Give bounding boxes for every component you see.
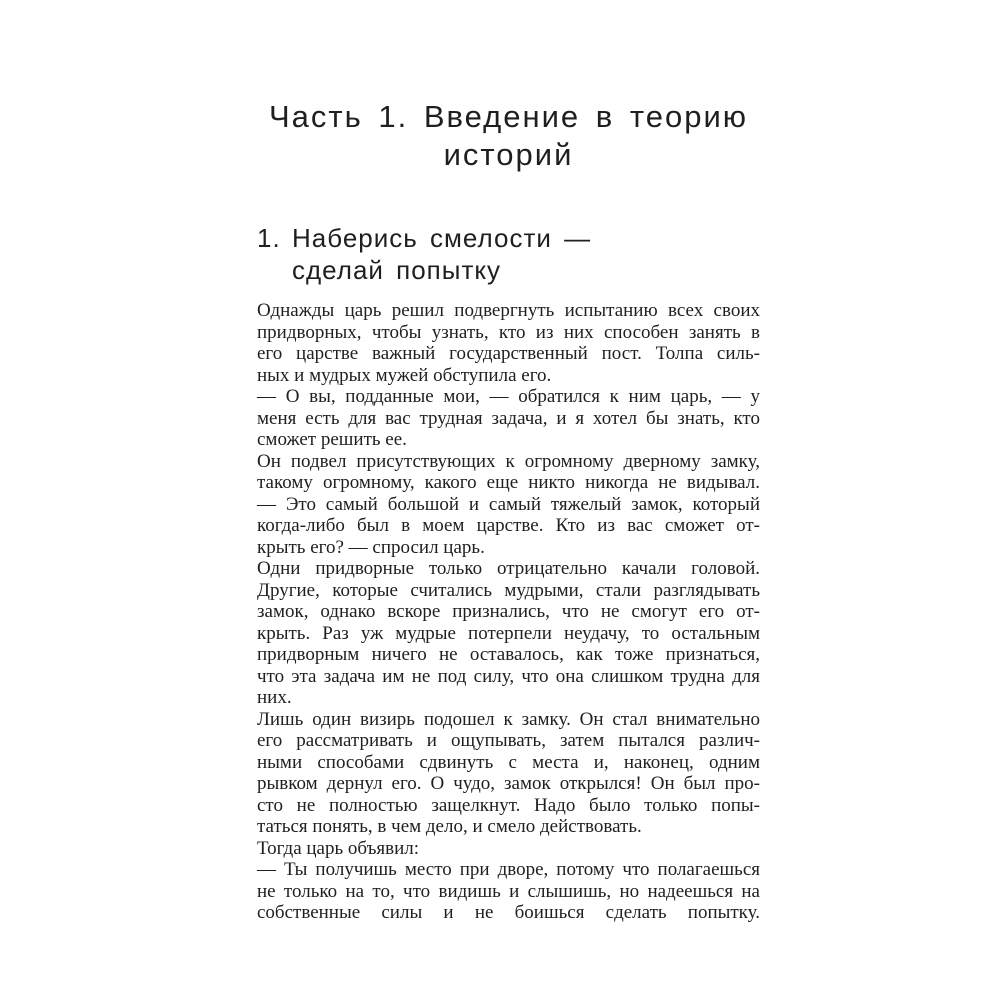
chapter-title-line-2: историй (443, 137, 574, 172)
body-line: Другие, которые считались мудрыми, стали разглядывать (257, 579, 760, 601)
body-line: ными способами сдвинуть с места и, наконец, одним (257, 751, 760, 773)
body-line: Одни придворные только отрицательно качали головой. (257, 558, 760, 579)
body-line: Он подвел присутствующих к огромному дверному замку, (257, 450, 760, 472)
body-line: — О вы, подданные мои, — обратился к ним царь, — у (257, 386, 760, 407)
body-line: сможет решить ее. (257, 429, 407, 450)
body-line: придворных, чтобы узнать, кто из них способен занять в (257, 321, 760, 343)
section-heading-line-2: сделай попытку (292, 255, 502, 285)
body-line: крыть. Раз уж мудрые потерпели неудачу, то остальным (257, 622, 760, 644)
section-number: 1. (257, 223, 281, 253)
body-line: рывком дернул его. О чудо, замок открылся! Он был про- (257, 773, 760, 794)
body-line: Тогда царь объявил: (257, 837, 420, 859)
body-line: придворным ничего не оставалось, как тоже признаться, (257, 644, 760, 665)
body-line: его рассматривать и ощупывать, затем пытался различ- (257, 730, 760, 751)
body-line: — Ты получишь место при дворе, потому что полагаешься (257, 859, 760, 880)
chapter-title-line-1: Часть 1. Введение в теорию (268, 99, 749, 134)
body-line: собственные силы и не боишься сделать попытку. (257, 902, 760, 923)
body-line: Лишь один визирь подошел к замку. Он стал внимательно (257, 708, 760, 730)
section-heading-text (292, 222, 591, 286)
section-heading (257, 222, 760, 286)
section-heading-line-1: Наберись смелости — (292, 223, 592, 253)
body-line: них. (257, 687, 292, 708)
body-line: сто не полностью защелкнут. Надо было только попы- (257, 794, 760, 816)
body-line: не только на то, что видишь и слышишь, но надеешься на (257, 880, 760, 902)
body-line: его царстве важный государственный пост. Толпа силь- (257, 343, 760, 364)
body-line: Однажды царь решил подвергнуть испытанию всех своих (257, 300, 760, 321)
chapter-title (257, 98, 760, 174)
body-line: таться понять, в чем дело, и смело действовать. (257, 816, 642, 837)
body-line: что эта задача им не под силу, что она слишком трудна для (257, 665, 760, 687)
body-line: меня есть для вас трудная задача, и я хотел бы знать, кто (257, 407, 760, 429)
body-text (257, 300, 760, 924)
body-line: когда-либо был в моем царстве. Кто из вас сможет от- (257, 515, 760, 536)
body-line: ных и мудрых мужей обступила его. (257, 364, 552, 386)
body-line: — Это самый большой и самый тяжелый замок, который (257, 493, 760, 515)
body-line: такому огромному, какого еще никто никогда не видывал. (257, 472, 760, 493)
body-line: крыть его? — спросил царь. (257, 536, 485, 558)
text-column (257, 0, 760, 924)
body-line: замок, однако вскоре признались, что не смогут его от- (257, 601, 760, 622)
